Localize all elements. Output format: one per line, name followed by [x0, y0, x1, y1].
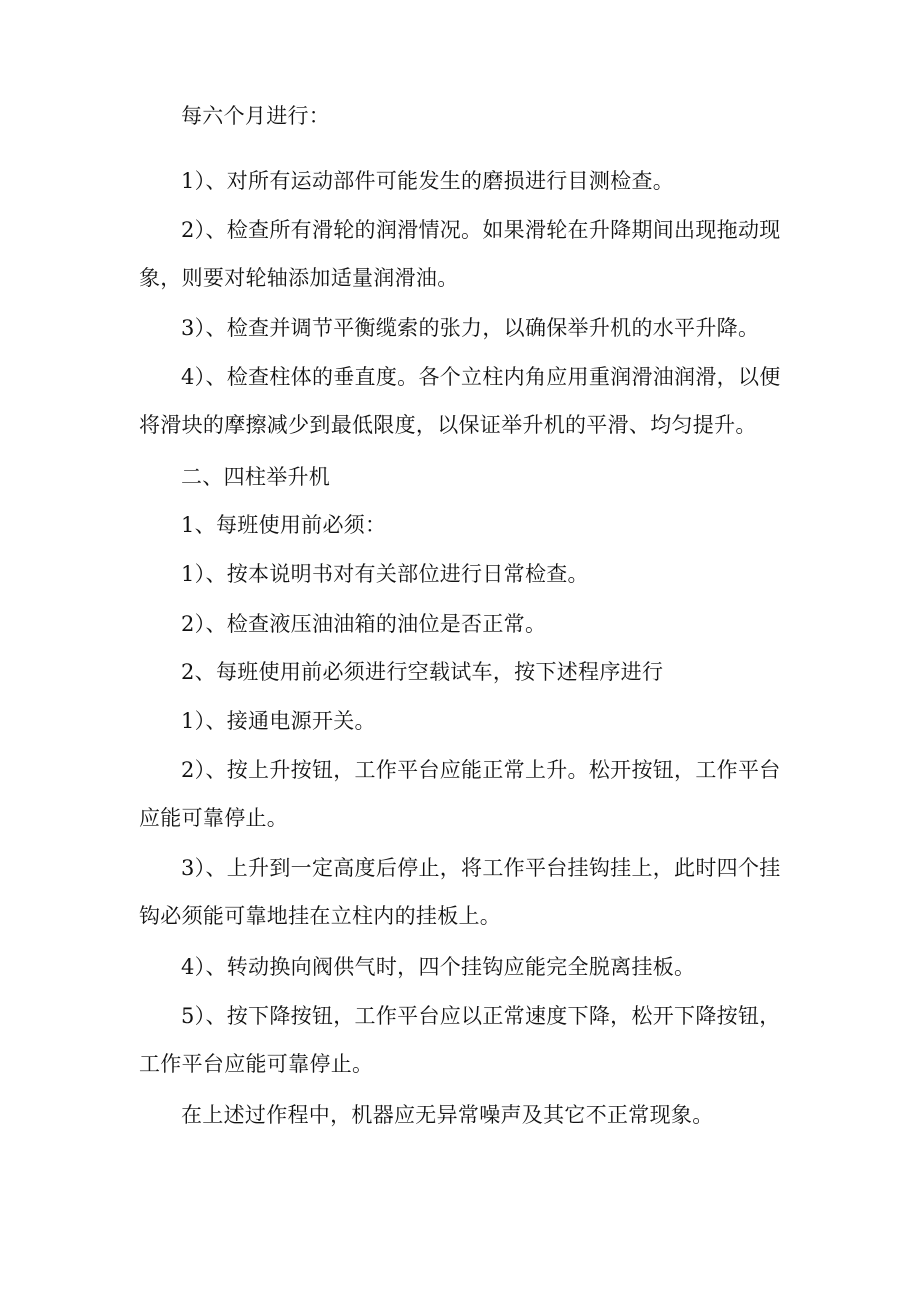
- paragraph-raise-button: 2）、按上升按钮，工作平台应能正常上升。松开按钮，工作平台应能可靠停止。: [139, 758, 781, 830]
- paragraph-daily-check: 1）、按本说明书对有关部位进行日常检查。: [181, 562, 589, 586]
- paragraph-before-each-shift: 1、每班使用前必须：: [181, 513, 387, 537]
- paragraph-item-1-visual-check: 1）、对所有运动部件可能发生的磨损进行目测检查。: [181, 169, 675, 193]
- paragraph-item-2-pulley-lubrication: 2）、检查所有滑轮的润滑情况。如果滑轮在升降期间出现拖动现象，则要对轮轴添加适量润滑油。: [139, 218, 781, 290]
- paragraph-hooks-engage: 3）、上升到一定高度后停止，将工作平台挂钩挂上，此时四个挂钩必须能可靠地挂在立柱内的挂板上。: [139, 856, 781, 928]
- paragraph-item-4-column-verticality: 4）、检查柱体的垂直度。各个立柱内角应用重润滑油润滑，以便将滑块的摩擦减少到最低限度，以保证举升机的平滑、均匀提升。: [139, 365, 781, 437]
- section-heading-four-post-lift: 二、四柱举升机: [181, 465, 331, 489]
- paragraph-every-six-months: 每六个月进行：: [181, 104, 331, 128]
- paragraph-no-abnormal-noise: 在上述过作程中，机器应无异常噪声及其它不正常现象。: [181, 1103, 714, 1127]
- paragraph-power-on: 1）、接通电源开关。: [181, 709, 376, 733]
- paragraph-no-load-test: 2、每班使用前必须进行空载试车，按下述程序进行: [181, 660, 664, 684]
- paragraph-hooks-release: 4）、转动换向阀供气时，四个挂钩应能完全脱离挂板。: [181, 955, 696, 979]
- paragraph-item-3-cable-tension: 3）、检查并调节平衡缆索的张力，以确保举升机的水平升降。: [181, 316, 760, 340]
- paragraph-lower-button: 5）、按下降按钮，工作平台应以正常速度下降，松开下降按钮，工作平台应能可靠停止。: [139, 1004, 781, 1076]
- paragraph-oil-level-check: 2）、检查液压油油箱的油位是否正常。: [181, 612, 547, 636]
